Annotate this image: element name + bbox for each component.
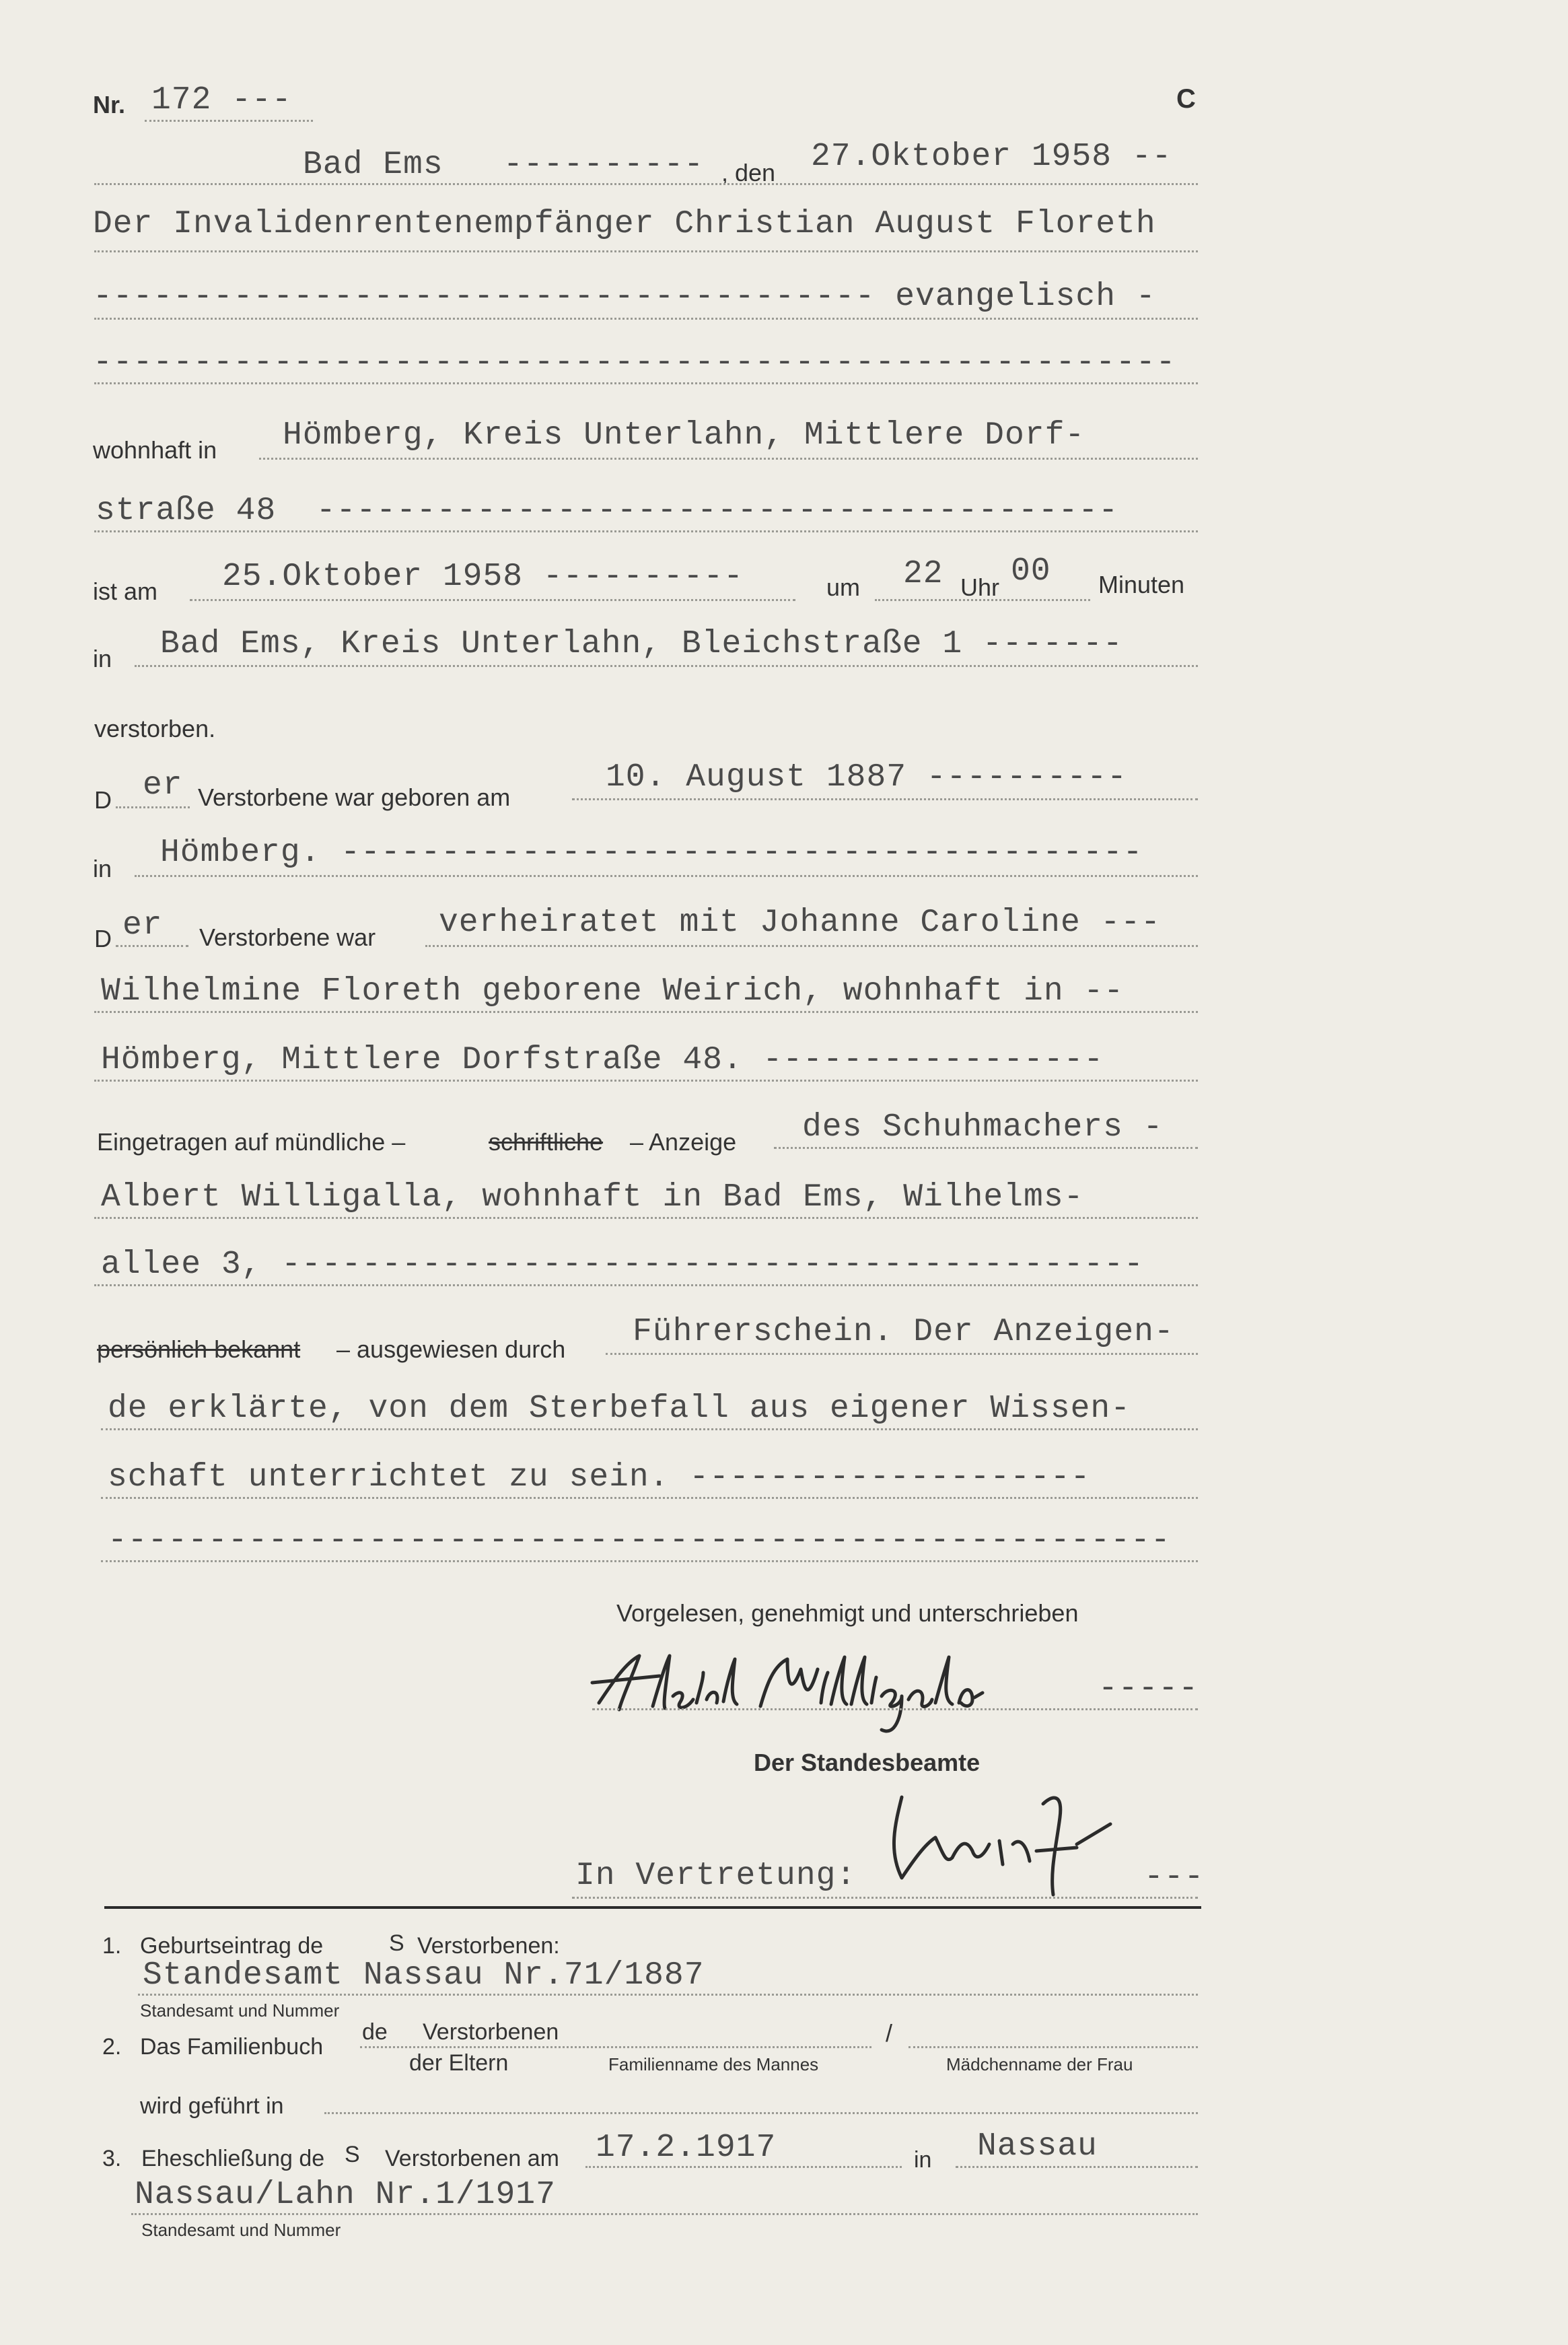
known-struck: persönlich bekannt [97, 1335, 301, 1363]
marriage-entry-end: Verstorbenen am [385, 2146, 559, 2171]
residence-underline-2 [94, 530, 1198, 532]
marriage-office-underline [131, 2213, 1198, 2215]
registrar-title: Der Standesbeamte [754, 1749, 981, 1776]
marriage-underline-2 [94, 1011, 1198, 1013]
birth-place: Hömberg. ---------------------------------------- [160, 835, 1143, 871]
nr-label: Nr. [93, 91, 126, 118]
marriage-place-underline [956, 2166, 1198, 2168]
residence-line-2: straße 48 ---------------------------------------- [96, 493, 1119, 529]
informant-line-7: ----------------------------------------------------- [108, 1523, 1171, 1559]
birth-date-underline [572, 798, 1198, 800]
informant-signature [585, 1642, 1097, 1737]
informant-underline-3 [94, 1284, 1198, 1286]
informant-signature-stroke-2 [760, 1657, 983, 1731]
kept-in-underline [324, 2112, 1198, 2114]
death-hour: 22 [903, 556, 943, 592]
informant-line-2: Albert Willigalla, wohnhaft in Bad Ems, Wilhelms- [101, 1179, 1084, 1216]
deceased-underline-2 [94, 318, 1198, 320]
family-book-label: Das Familienbuch [140, 2034, 324, 2060]
marriage-place: Nassau [977, 2128, 1098, 2165]
informant-line-4: Führerschein. Der Anzeigen- [633, 1314, 1174, 1350]
registrar-signature [875, 1777, 1157, 1898]
informant-underline-1 [774, 1147, 1198, 1149]
informant-underline-6 [101, 1497, 1198, 1499]
marriage-entry-suffix: S [345, 2142, 360, 2167]
marriage-d-label: D [94, 925, 112, 952]
minuten-label: Minuten [1098, 571, 1185, 598]
footnote-2-number: 2. [102, 2034, 122, 2060]
office-number-caption-2: Standesamt und Nummer [141, 2220, 341, 2240]
deceased-line-3: ------------------------------------------------------ [93, 345, 1176, 381]
report-label-start: Eingetragen auf mündliche – [97, 1128, 406, 1156]
um-label: um [826, 573, 861, 601]
informant-signature-dashes: ----- [1098, 1671, 1199, 1707]
known-label: – ausgewiesen durch [336, 1335, 566, 1363]
family-underline-left [360, 2046, 871, 2048]
death-date: 25.Oktober 1958 ---------- [222, 559, 744, 595]
report-label-end: – Anzeige [630, 1128, 737, 1156]
ist-am-label: ist am [93, 578, 158, 605]
informant-line-6: schaft unterrichtet zu sein. -------------------- [108, 1459, 1091, 1496]
marriage-line-2: Wilhelmine Floreth geborene Weirich, wohnhaft in -- [101, 973, 1125, 1010]
birth-label: Verstorbene war geboren am [198, 783, 511, 811]
birth-d-label: D [94, 786, 112, 814]
marriage-underline-3 [94, 1080, 1198, 1082]
informant-signature-stroke-1 [592, 1656, 737, 1710]
birth-in-label: in [93, 855, 112, 882]
deceased-underline-3 [94, 382, 1198, 384]
wife-name-caption: Mädchenname der Frau [946, 2054, 1133, 2074]
uhr-label: Uhr [960, 573, 1000, 601]
birth-entry-end: Verstorbenen: [417, 1933, 560, 1959]
nr-underline [145, 120, 313, 122]
birth-suffix: er [143, 767, 183, 804]
family-underline-right [908, 2046, 1198, 2048]
report-label-struck: schriftliche [489, 1128, 604, 1156]
marriage-suffix-underline [116, 945, 188, 947]
in-vertretung-label: In Vertretung: [575, 1858, 857, 1894]
registry-date: 27.Oktober 1958 -- [811, 139, 1172, 175]
family-de: de [362, 2019, 388, 2045]
informant-underline-4 [606, 1353, 1198, 1355]
deceased-underline-1 [94, 250, 1198, 252]
birth-place-underline [135, 875, 1198, 877]
place-underline [94, 183, 1198, 185]
marriage-line-1: verheiratet mit Johanne Caroline --- [439, 905, 1161, 941]
marriage-label: Verstorbene war [199, 923, 376, 951]
marriage-office: Nassau/Lahn Nr.1/1917 [135, 2177, 556, 2213]
marriage-date-underline [585, 2166, 902, 2168]
footnote-divider [104, 1906, 1201, 1909]
marriage-entry-label: Eheschließung de [141, 2146, 325, 2171]
registry-place: Bad Ems ---------- [303, 147, 705, 183]
family-verstorbenen: Verstorbenen [423, 2019, 559, 2045]
residence-underline-1 [259, 458, 1198, 460]
birth-entry-label: Geburtseintrag de [140, 1933, 324, 1959]
birth-entry-value: Standesamt Nassau Nr.71/1887 [143, 1957, 705, 1994]
marriage-line-3: Hömberg, Mittlere Dorfstraße 48. ----------------- [101, 1042, 1104, 1078]
deceased-line-1: Der Invalidenrentenempfänger Christian August Floreth [93, 206, 1156, 242]
footnote-3-number: 3. [102, 2146, 122, 2171]
informant-underline-7 [101, 1560, 1198, 1562]
approved-text: Vorgelesen, genehmigt und unterschrieben [616, 1599, 1079, 1627]
death-minutes: 00 [1011, 553, 1051, 590]
verstorben-label: verstorben. [94, 715, 216, 742]
time-underline [875, 599, 1090, 601]
residence-line-1: Hömberg, Kreis Unterlahn, Mittlere Dorf- [283, 417, 1085, 454]
informant-line-1: des Schuhmachers - [802, 1109, 1164, 1146]
death-place-underline [135, 665, 1198, 667]
marriage-date: 17.2.1917 [596, 2130, 777, 2166]
form-letter: C [1176, 84, 1196, 114]
den-label: , den [721, 159, 776, 186]
deceased-line-2: --------------------------------------- evangelisch - [93, 279, 1156, 315]
informant-underline-5 [101, 1428, 1198, 1430]
death-place: Bad Ems, Kreis Unterlahn, Bleichstraße 1 ------- [160, 626, 1123, 662]
footnote-1-number: 1. [102, 1933, 122, 1959]
informant-signature-underline [592, 1708, 1198, 1710]
family-eltern: der Eltern [409, 2050, 509, 2076]
nr-value: 172 --- [151, 82, 292, 118]
informant-line-3: allee 3, ------------------------------------------- [101, 1247, 1144, 1283]
informant-line-5: de erklärte, von dem Sterbefall aus eigener Wissen- [108, 1391, 1131, 1427]
birth-date: 10. August 1887 ---------- [606, 759, 1127, 796]
registrar-signature-dashes: --- [1144, 1859, 1205, 1895]
husband-name-caption: Familienname des Mannes [608, 2054, 819, 2074]
birth-entry-underline [138, 1994, 1198, 1996]
residence-label: wohnhaft in [93, 436, 217, 464]
marriage-in-label: in [914, 2147, 932, 2173]
marriage-underline-1 [425, 945, 1198, 947]
office-number-caption: Standesamt und Nummer [140, 2000, 340, 2021]
registrar-signature-underline [572, 1897, 1198, 1899]
death-in-label: in [93, 645, 112, 672]
marriage-suffix: er [122, 907, 163, 944]
birth-entry-suffix: S [389, 1930, 404, 1956]
kept-in-label: wird geführt in [140, 2093, 284, 2119]
informant-underline-2 [94, 1217, 1198, 1219]
death-date-underline [190, 599, 795, 601]
family-slash: / [886, 2019, 893, 2047]
birth-suffix-underline [116, 806, 190, 808]
registrar-signature-stroke [894, 1797, 1110, 1895]
